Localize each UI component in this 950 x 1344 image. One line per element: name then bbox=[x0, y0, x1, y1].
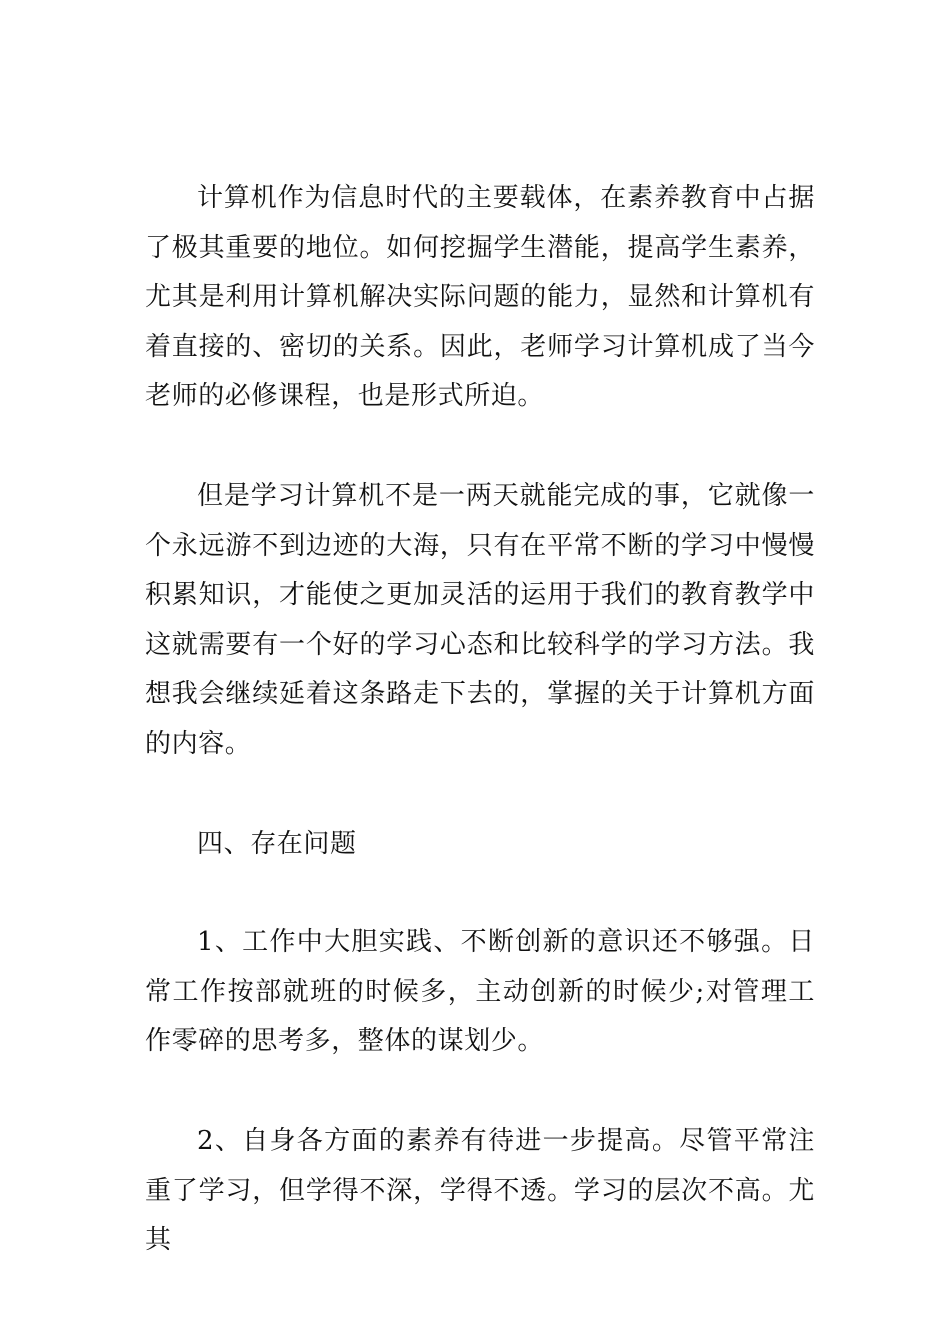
paragraph-problem-2: 2、自身各方面的素养有待进一步提高。尽管平常注重了学习，但学得不深，学得不透。学习的层次不高。尤其 bbox=[145, 1126, 815, 1255]
paragraph-problem-1: 1、工作中大胆实践、不断创新的意识还不够强。日常工作按部就班的时候多，主动创新的时候少;对管理工作零碎的思考多，整体的谋划少。 bbox=[145, 927, 815, 1056]
paragraph-computer-importance: 计算机作为信息时代的主要载体，在素养教育中占据了极其重要的地位。如何挖掘学生潜能，提高学生素养，尤其是利用计算机解决实际问题的能力，显然和计算机有着直接的、密切的关系。因此，老师学习计算机成了当今老师的必修课程，也是形式所迫。 bbox=[145, 183, 815, 411]
section-heading-existing-problems: 四、存在问题 bbox=[197, 829, 357, 859]
paragraph-learning-computer: 但是学习计算机不是一两天就能完成的事，它就像一个永远游不到边迹的大海，只有在平常不断的学习中慢慢积累知识，才能使之更加灵活的运用于我们的教育教学中这就需要有一个好的学习心态和比较科学的学习方法。我想我会继续延着这条路走下去的，掌握的关于计算机方面的内容。 bbox=[145, 481, 815, 759]
